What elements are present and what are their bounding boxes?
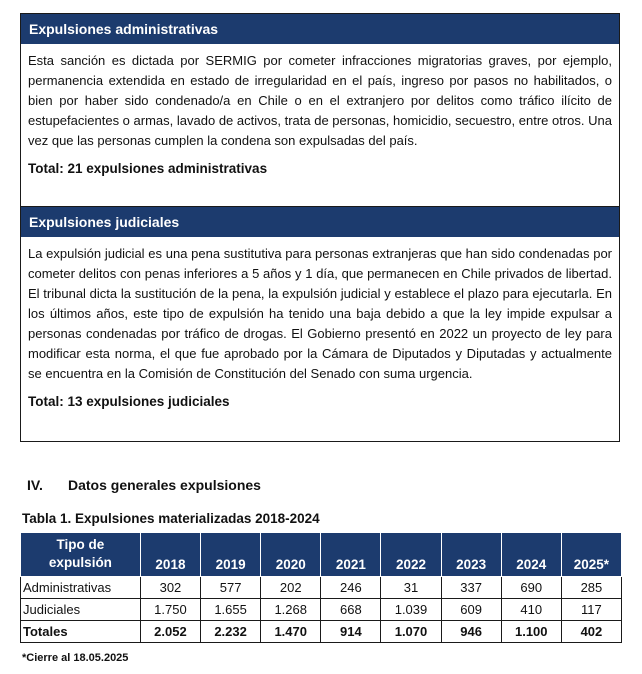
table-total-row (21, 621, 622, 643)
admin-expulsions-body: Esta sanción es dictada por SERMIG por cometer infracciones migratorias graves, por ejemplo, permanencia extendida en estado de irregularidad en el país, ingreso por pasos no habilitados, o bien por haber sido condenado/a en Chile o en el extranjero por delitos como tráfico ilícito de estupefacientes o armas, lavado de activos, trata de personas, homicidio, secuestro, entre otros. Una vez que las personas cumplen la condena son expulsadas del país. (28, 53, 612, 148)
section-title-text: Datos generales expulsiones (68, 477, 261, 493)
table-cell: 117 (561, 599, 621, 621)
table-cell: 302 (140, 577, 200, 599)
judicial-expulsions-box (20, 206, 620, 442)
section-number: IV. (27, 477, 43, 493)
admin-expulsions-total: Total: 21 expulsiones administrativas (28, 161, 268, 176)
table-cell: 668 (321, 599, 381, 621)
table-cell: 337 (441, 577, 501, 599)
table-cell: 2.232 (201, 621, 261, 643)
table-cell: 285 (561, 577, 621, 599)
row-label: Judiciales (21, 599, 141, 621)
admin-expulsions-title: Expulsiones administrativas (21, 14, 619, 44)
table-cell: 402 (561, 621, 621, 643)
table-cell: 2.052 (140, 621, 200, 643)
header-year-2024: 2024 (501, 533, 561, 577)
table-row (21, 599, 622, 621)
judicial-expulsions-total: Total: 13 expulsiones judiciales (28, 394, 230, 409)
table-row (21, 577, 622, 599)
judicial-expulsions-body: La expulsión judicial es una pena sustitutiva para personas extranjeras que han sido condenadas por cometer delitos con penas inferiores a 5 años y 1 día, que permanecen en Chile privados de libertad. El tribunal dicta la sustitución de la pena, la expulsión judicial y establece el plazo para ejecutarla. En los últimos años, este tipo de expulsión ha tenido una baja debido a que la ley impide expulsar a personas condenadas por tráfico de drogas. El Gobierno presentó en 2022 un proyecto de ley para modificar esta norma, el que fue aprobado por la Cámara de Diputados y Diputadas y actualmente se encuentra en la Comisión de Constitución del Senado con suma urgencia. (28, 246, 612, 381)
table-cell: 1.100 (501, 621, 561, 643)
table-cell: 577 (201, 577, 261, 599)
header-year-2019: 2019 (201, 533, 261, 577)
header-type-line1: Tipo de (56, 537, 105, 552)
header-year-2018: 2018 (140, 533, 200, 577)
row-label: Totales (21, 621, 141, 643)
table-cell: 1.070 (381, 621, 441, 643)
header-type-cell (21, 533, 141, 577)
header-year-2020: 2020 (261, 533, 321, 577)
table-cell: 914 (321, 621, 381, 643)
table-caption: Tabla 1. Expulsiones materializadas 2018-2024 (22, 511, 320, 526)
table-cell: 410 (501, 599, 561, 621)
table-cell: 690 (501, 577, 561, 599)
table-cell: 1.268 (261, 599, 321, 621)
table-cell: 1.470 (261, 621, 321, 643)
expulsions-table (20, 532, 622, 643)
table-header-row (21, 533, 622, 577)
table-cell: 609 (441, 599, 501, 621)
section-heading (27, 477, 261, 493)
table-cell: 946 (441, 621, 501, 643)
table-cell: 31 (381, 577, 441, 599)
header-year-2022: 2022 (381, 533, 441, 577)
table-cell: 246 (321, 577, 381, 599)
table-cell: 202 (261, 577, 321, 599)
header-year-2023: 2023 (441, 533, 501, 577)
table-footnote: *Cierre al 18.05.2025 (22, 652, 129, 664)
admin-expulsions-box (20, 13, 620, 206)
header-year-2021: 2021 (321, 533, 381, 577)
judicial-expulsions-title: Expulsiones judiciales (21, 207, 619, 237)
table-cell: 1.039 (381, 599, 441, 621)
header-year-2025: 2025* (561, 533, 621, 577)
table-cell: 1.750 (140, 599, 200, 621)
header-type-line2: expulsión (48, 555, 112, 570)
row-label: Administrativas (21, 577, 141, 599)
table-cell: 1.655 (201, 599, 261, 621)
